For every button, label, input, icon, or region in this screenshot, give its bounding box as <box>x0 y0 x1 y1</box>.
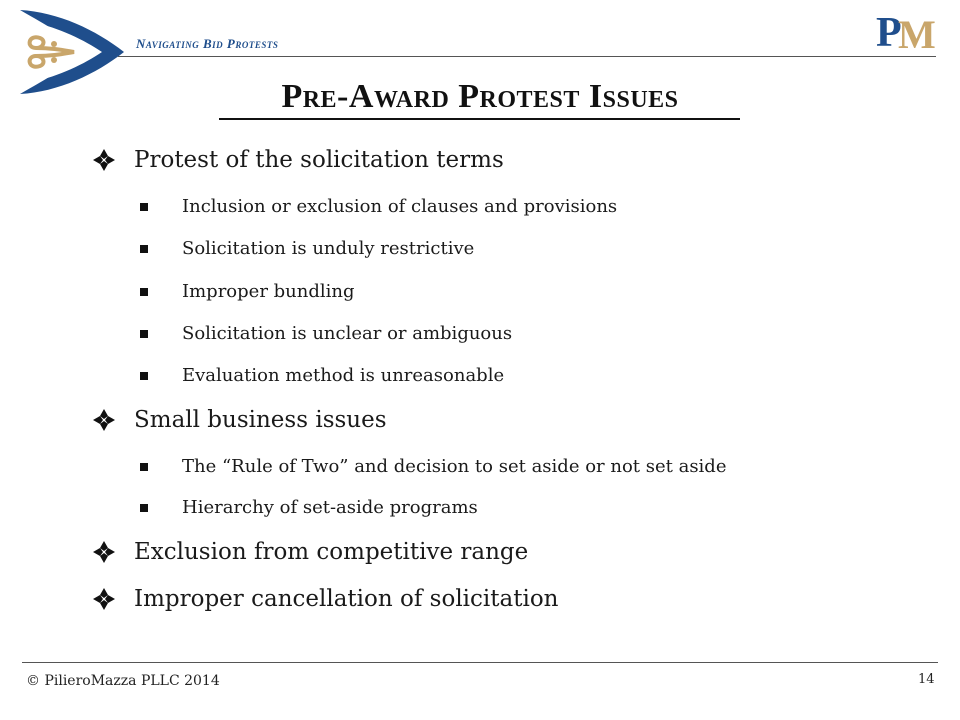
bullet-text: Small business issues <box>134 407 387 433</box>
list-item <box>92 147 504 173</box>
bullet-text: The “Rule of Two” and decision to set aside or not set aside <box>182 456 727 477</box>
copyright-notice: © PilieroMazza PLLC 2014 <box>26 673 220 689</box>
title-underline <box>219 118 740 120</box>
list-item <box>138 323 512 344</box>
slide-title: Pre-Award Protest Issues <box>281 78 679 115</box>
bullet-text: Protest of the solicitation terms <box>134 147 504 173</box>
svg-text:M: M <box>898 12 936 52</box>
diamond-bullet-icon <box>92 148 116 172</box>
square-bullet-icon <box>140 504 148 512</box>
list-item <box>138 281 355 302</box>
diamond-bullet-icon <box>92 408 116 432</box>
bullet-text: Improper cancellation of solicitation <box>134 586 559 612</box>
diamond-bullet-icon <box>92 587 116 611</box>
bullet-text: Hierarchy of set-aside programs <box>182 497 478 518</box>
footer-divider <box>22 662 938 663</box>
bullet-text: Improper bundling <box>182 281 355 302</box>
list-item <box>138 196 617 217</box>
pm-monogram-logo-icon <box>876 8 936 52</box>
bullet-text: Exclusion from competitive range <box>134 539 529 565</box>
running-header: Navigating Bid Protests <box>136 36 279 51</box>
list-item <box>92 407 387 433</box>
header-divider <box>118 56 936 57</box>
bullet-text: Evaluation method is unreasonable <box>182 365 505 386</box>
square-bullet-icon <box>140 203 148 211</box>
diamond-bullet-icon <box>92 540 116 564</box>
square-bullet-icon <box>140 463 148 471</box>
square-bullet-icon <box>140 288 148 296</box>
bullet-text: Inclusion or exclusion of clauses and provisions <box>182 196 618 217</box>
svg-text:P: P <box>876 10 902 52</box>
page-number: 14 <box>918 672 935 687</box>
list-item <box>92 586 558 612</box>
list-item <box>92 539 528 565</box>
list-item <box>138 365 504 386</box>
list-item <box>138 456 726 477</box>
bullet-text: Solicitation is unduly restrictive <box>182 238 475 259</box>
square-bullet-icon <box>140 245 148 253</box>
bullet-text: Solicitation is unclear or ambiguous <box>182 323 513 344</box>
list-item <box>138 238 474 259</box>
square-bullet-icon <box>140 372 148 380</box>
list-item <box>138 497 478 518</box>
square-bullet-icon <box>140 330 148 338</box>
